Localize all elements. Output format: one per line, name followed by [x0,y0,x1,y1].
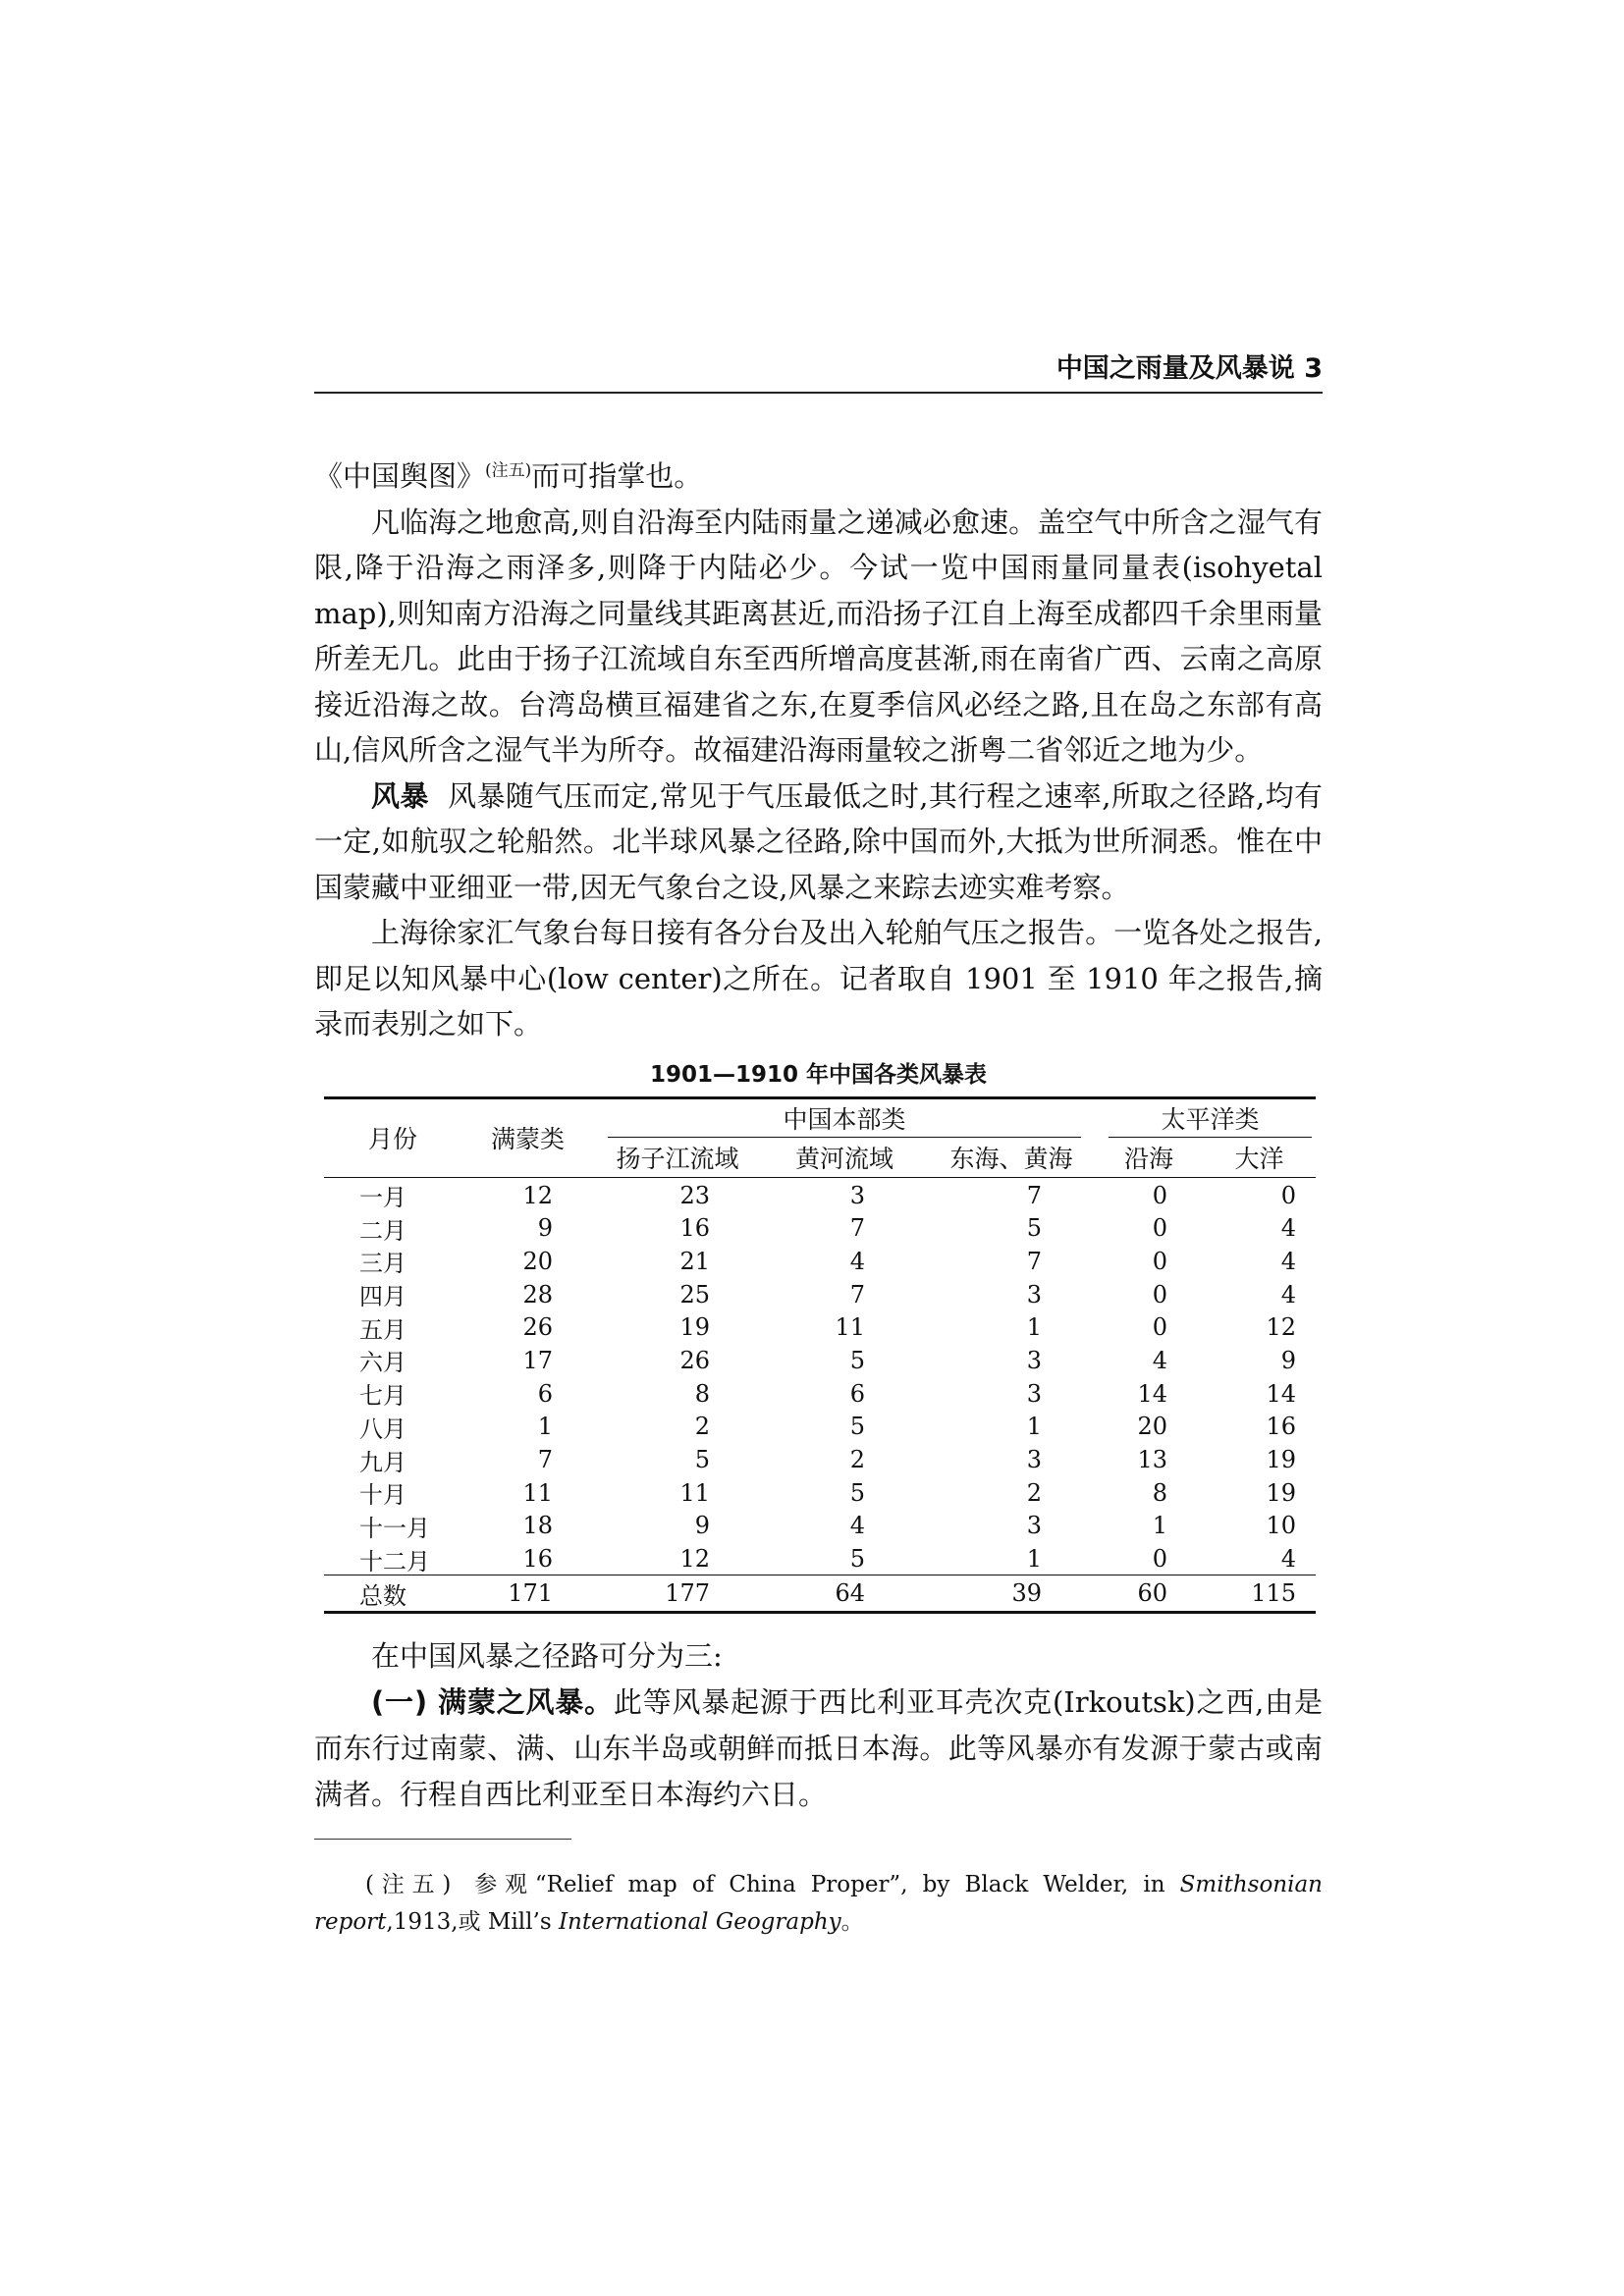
footnote-divider [314,1839,571,1840]
cell-value: 5 [849,1478,865,1507]
body-text [314,454,1323,1047]
cell-value: 5 [849,1545,865,1574]
paragraph-2: 凡临海之地愈高,则自沿海至内陆雨量之递减必愈速。盖空气中所含之湿气有限,降于沿海之雨泽多,则降于内陆必少。今试一览中国雨量同量表(isohyetal map),则知南方沿海之同量线其距离甚近,而沿扬子江自上海至成都四千余里雨量所差无几。此由于扬子江流域自东至西所增高度甚渐,雨在南省广西、云南之高原接近沿海之故。台湾岛横亘福建省之东,在夏季信风必经之路,且在岛之东部有高山,信风所含之湿气半为所夺。故福建沿海雨量较之浙粤二省邻近之地为少。 [314,505,1323,767]
cell-value: 18 [522,1512,553,1540]
cell-value: 11 [679,1478,710,1507]
cell-value: 0 [1280,1181,1296,1209]
footnote-text-a: 参观“Relief map of China Proper”, by Black Welder, in [466,1872,1180,1897]
cell-value: 6 [537,1379,553,1408]
table-row [324,1343,1316,1376]
cell-value: 7 [1026,1247,1042,1275]
footnote-text-c: 。 [840,1909,864,1935]
cell-value: 19 [679,1313,710,1342]
footnote-text-b: ,1913,或 Mill’s [386,1909,559,1935]
cell-value: 14 [1266,1379,1296,1408]
group-header-pacific: 太平洋类 [1109,1099,1312,1138]
cell-value: 5 [849,1346,865,1374]
cell-value: 4 [1152,1346,1167,1374]
table-row [324,1509,1316,1542]
cell-value: 8 [1152,1478,1167,1507]
table-row [324,1244,1316,1277]
cell-value: 11 [835,1313,865,1342]
cell-value: 26 [679,1346,710,1374]
section-heading-storm: 风暴 [371,778,429,813]
cell-value: 5 [694,1446,710,1473]
table-row [324,1542,1316,1575]
table-title: 1901—1910 年中国各类风暴表 [649,1062,988,1088]
cell-value: 3 [1026,1446,1042,1473]
table-body [324,1178,1316,1611]
cell-month: 十月 [359,1481,406,1510]
cell-value: 8 [694,1379,710,1408]
cell-value: 0 [1152,1313,1167,1342]
cell-value: 16 [1266,1413,1296,1441]
cell-value: 4 [1280,1247,1296,1275]
cell-value: 1 [1026,1545,1042,1574]
paragraph-3-text: 风暴随气压而定,常见于气压最低之时,其行程之速率,所取之径路,均有一定,如航驭之轮船然。北半球风暴之径路,除中国而外,大抵为世所洞悉。惟在中国蒙藏中亚细亚一带,因无气象台之设,风暴之来踪去迹实难考察。 [314,778,1324,904]
cell-value: 2 [694,1413,710,1441]
cell-value: 1 [537,1413,553,1441]
cell-value: 23 [679,1181,710,1209]
cell-value: 16 [679,1214,710,1243]
cell-month: 九月 [359,1448,406,1476]
cell-value: 4 [1280,1214,1296,1243]
table-row [324,1376,1316,1410]
paragraph-6 [314,1680,1323,1818]
cell-value: 7 [849,1214,865,1243]
cell-value: 19 [1266,1478,1296,1507]
cell-value: 19 [1266,1446,1296,1473]
cell-value: 3 [1026,1512,1042,1540]
cell-value: 9 [537,1214,553,1243]
table-row [324,1475,1316,1509]
page-header [314,343,1323,394]
cell-month: 五月 [359,1315,406,1344]
cell-value: 39 [1011,1579,1042,1608]
cell-value: 4 [1280,1545,1296,1574]
cell-value: 9 [694,1512,710,1540]
cell-value: 177 [665,1579,710,1608]
cell-value: 5 [849,1413,865,1441]
cell-value: 9 [1280,1346,1296,1374]
cell-month: 十二月 [359,1547,430,1575]
cell-month: 六月 [359,1349,406,1377]
cell-month: 一月 [359,1184,406,1211]
col-header-coast: 沿海 [1123,1145,1173,1173]
cell-value: 12 [1266,1313,1296,1342]
table-row [324,1310,1316,1344]
cell-value: 13 [1137,1446,1167,1473]
cell-value: 171 [508,1579,553,1608]
cell-value: 0 [1152,1181,1167,1209]
cell-value: 21 [679,1247,710,1275]
group-header-china: 中国本部类 [608,1099,1081,1138]
cell-value: 12 [522,1181,553,1209]
paragraph-1-end: 而可指掌也。 [531,459,703,493]
cell-value: 0 [1152,1545,1167,1574]
storm-table [324,1096,1316,1614]
table-row [324,1443,1316,1476]
footnote-italic-geography: International Geography [558,1909,841,1935]
paragraph-6-text: 此等风暴起源于西比利亚耳壳次克(Irkoutsk)之西,由是而东行过南蒙、满、山东半岛或朝鲜而抵日本海。此等风暴亦有发源于蒙古或南满者。行程自西比利亚至日本海约六日。 [314,1685,1324,1811]
col-header-manmeng: 满蒙类 [490,1125,565,1153]
table-row [324,1410,1316,1443]
cell-month: 四月 [359,1283,406,1311]
running-head: 中国之雨量及风暴说 3 [1056,353,1323,384]
cell-value: 11 [522,1478,553,1507]
paragraph-1 [314,454,1323,500]
cell-value: 3 [1026,1280,1042,1308]
cell-value: 1 [1026,1313,1042,1342]
cell-value: 5 [1026,1214,1042,1243]
cell-value: 16 [522,1545,553,1574]
cell-month: 总数 [359,1581,406,1610]
col-header-month: 月份 [367,1125,417,1153]
cell-value: 2 [849,1446,865,1473]
table-row [324,1211,1316,1245]
table-row [324,1277,1316,1310]
cell-month: 八月 [359,1415,406,1443]
cell-value: 7 [849,1280,865,1308]
cell-value: 0 [1152,1280,1167,1308]
paragraph-3 [314,774,1323,911]
col-header-yangtze: 扬子江流域 [616,1145,739,1173]
cell-value: 3 [1026,1379,1042,1408]
cell-value: 0 [1152,1214,1167,1243]
map-title-ref: 《中国舆图》 [314,459,486,493]
cell-value: 17 [522,1346,553,1374]
cell-month: 三月 [359,1250,406,1278]
section-heading-manmeng: (一) 满蒙之风暴。 [371,1685,614,1719]
cell-value: 4 [849,1512,865,1540]
cell-value: 20 [522,1247,553,1275]
table-row [324,1178,1316,1211]
col-header-seas: 东海、黄海 [949,1145,1073,1173]
cell-value: 1 [1026,1413,1042,1441]
cell-month: 二月 [359,1216,406,1245]
cell-value: 4 [849,1247,865,1275]
cell-value: 64 [835,1579,865,1608]
col-header-ocean: 大洋 [1234,1145,1284,1173]
cell-value: 1 [1152,1512,1167,1540]
table-header [324,1099,1316,1178]
cell-value: 3 [849,1181,865,1209]
after-table-text [314,1633,1323,1818]
footnote [314,1866,1323,1941]
cell-month: 七月 [359,1382,406,1411]
cell-value: 6 [849,1379,865,1408]
footnote-label: (注五) [365,1872,452,1897]
footnote-ref: (注五) [485,460,532,481]
cell-value: 0 [1152,1247,1167,1275]
paragraph-5: 在中国风暴之径路可分为三: [371,1639,723,1673]
cell-value: 14 [1137,1379,1167,1408]
cell-value: 4 [1280,1280,1296,1308]
cell-value: 28 [522,1280,553,1308]
cell-value: 7 [537,1446,553,1473]
paragraph-4: 上海徐家汇气象台每日接有各分台及出入轮舶气压之报告。一览各处之报告,即足以知风暴中心(low center)之所在。记者取自 1901 至 1910 年之报告,摘录而表别之如下。 [314,916,1323,1041]
cell-month: 十一月 [359,1514,430,1542]
cell-value: 12 [679,1545,710,1574]
cell-value: 3 [1026,1346,1042,1374]
cell-value: 7 [1026,1181,1042,1209]
cell-value: 2 [1026,1478,1042,1507]
cell-value: 10 [1266,1512,1296,1540]
table-total-row [324,1575,1316,1611]
cell-value: 60 [1137,1579,1167,1608]
cell-value: 115 [1251,1579,1296,1608]
cell-value: 25 [679,1280,710,1308]
footnote-italic-report: Smithsonian report [314,1872,1323,1935]
cell-value: 20 [1137,1413,1167,1441]
cell-value: 26 [522,1313,553,1342]
col-header-yellow-river: 黄河流域 [794,1145,893,1173]
